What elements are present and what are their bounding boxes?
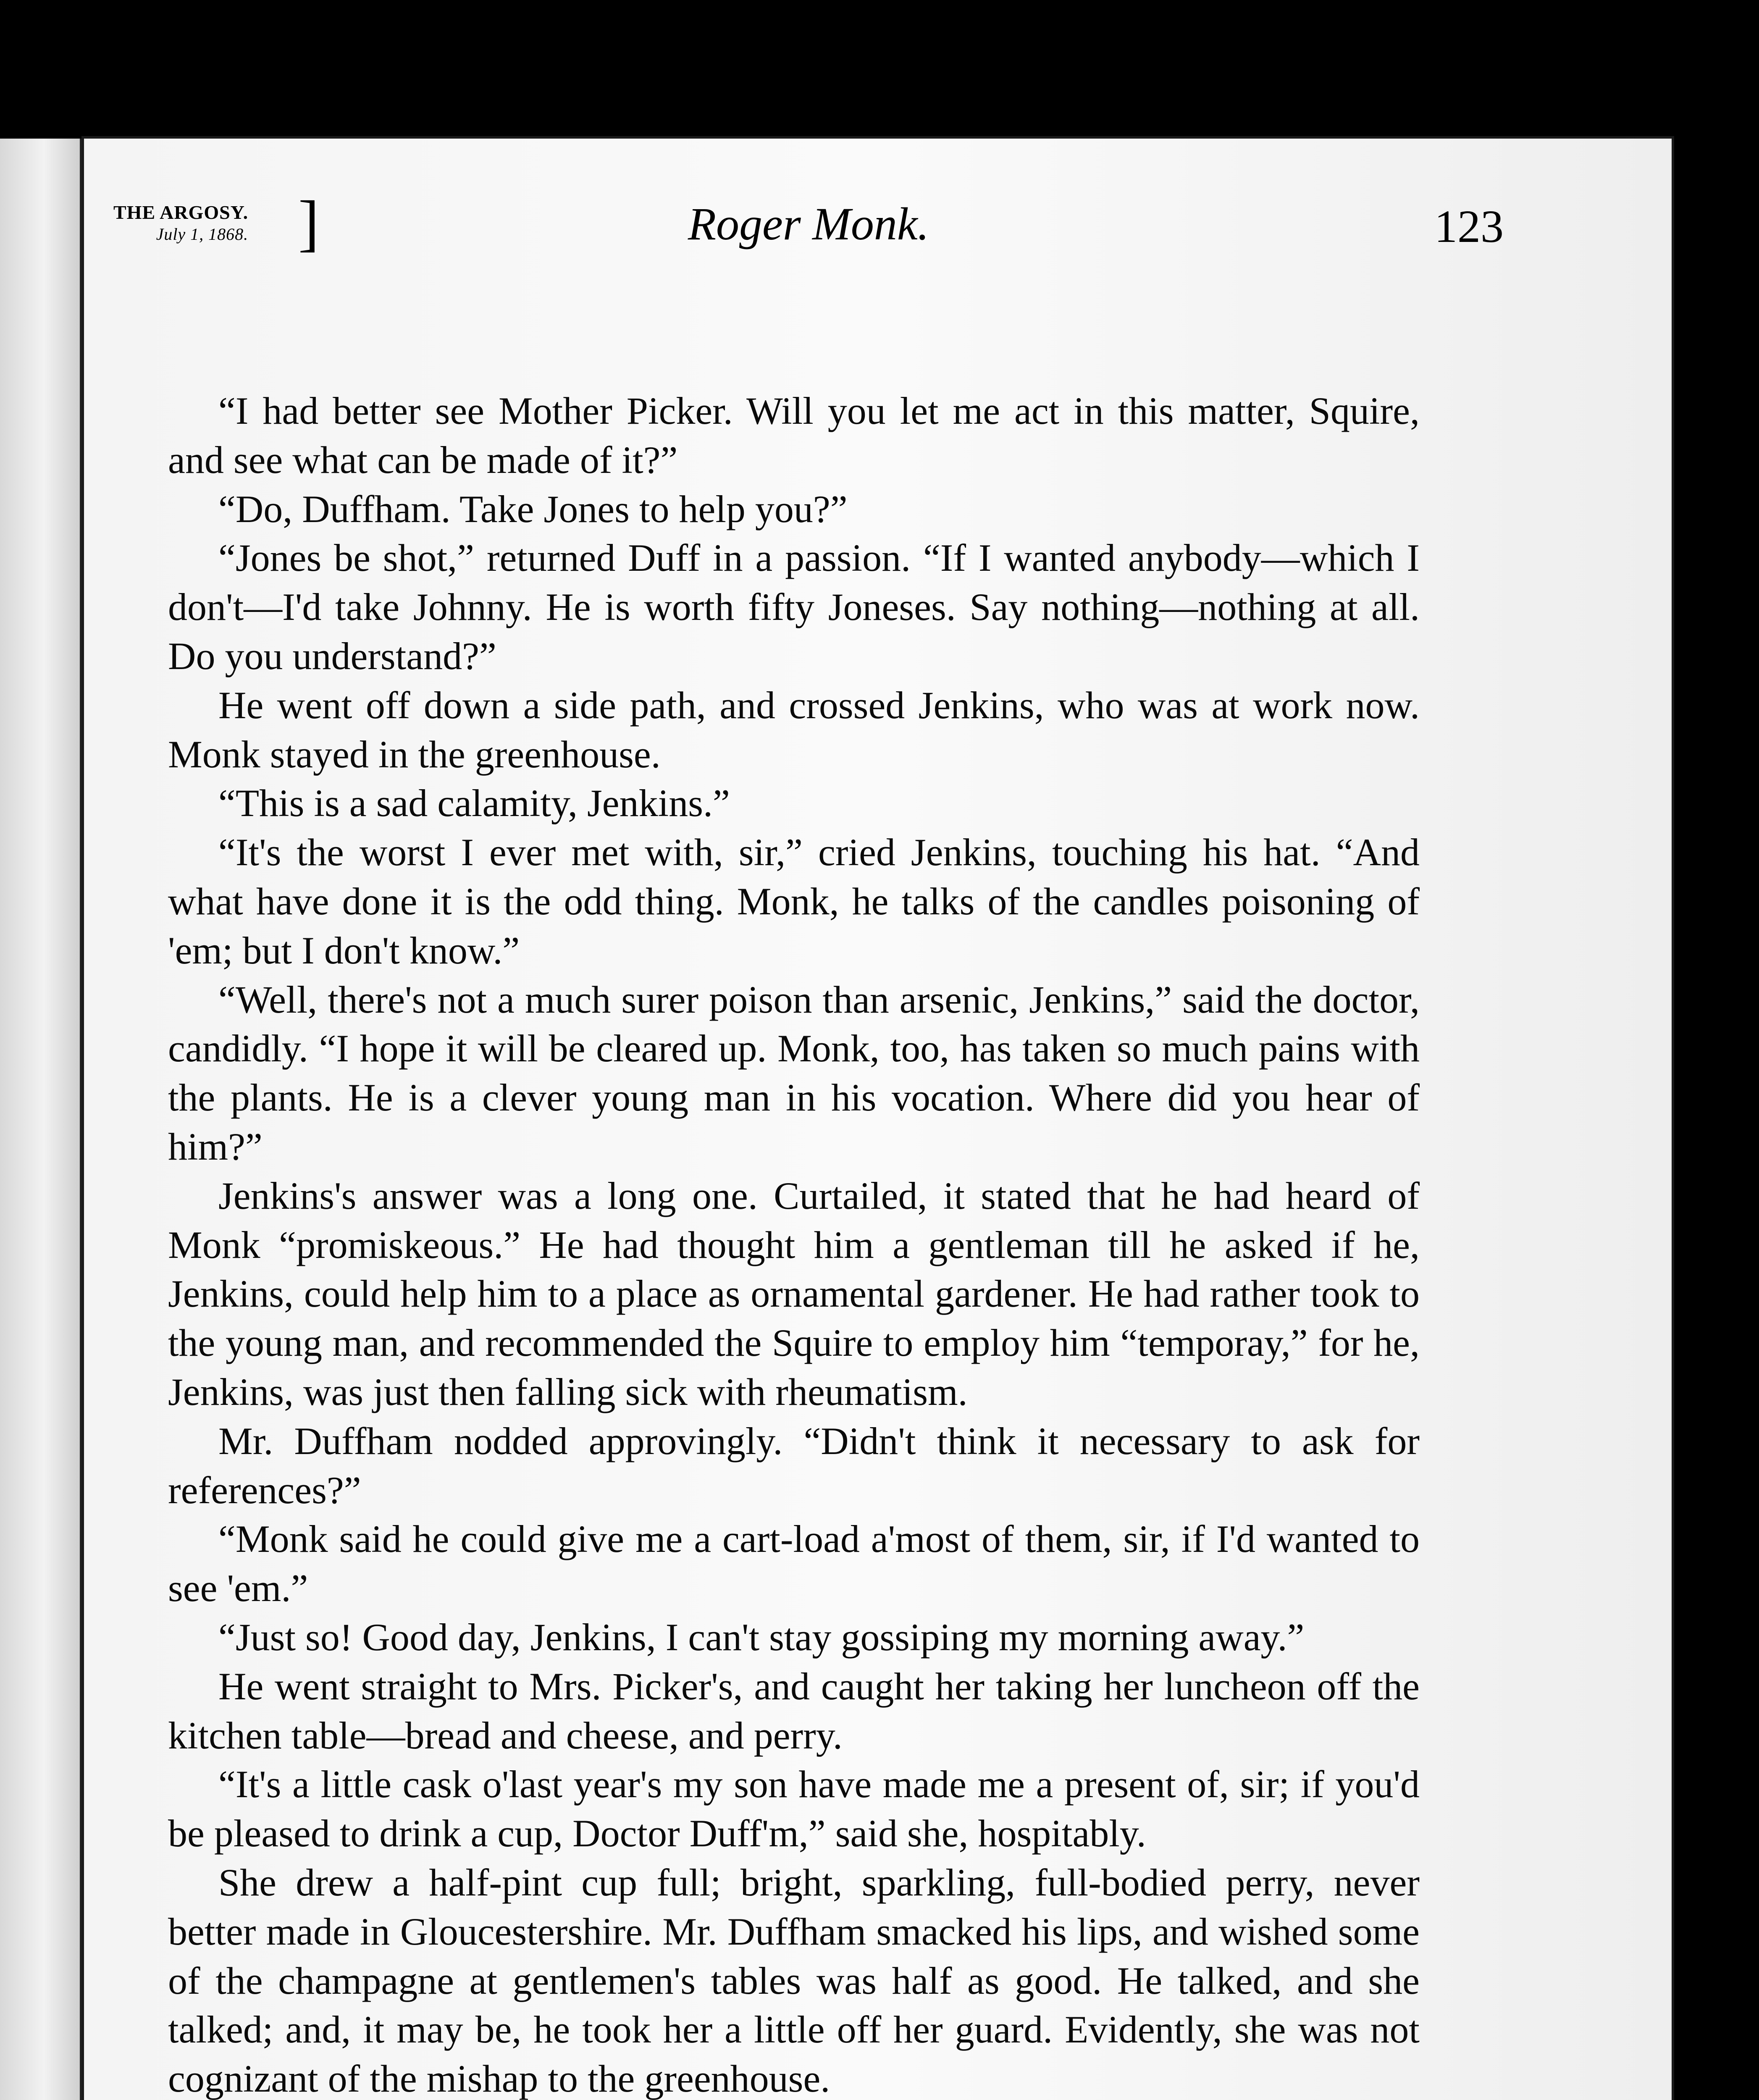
paragraph: “I had better see Mother Picker. Will you let me act in this matter, Squire, and see what can be made of it?” [168,389,1420,481]
paragraph: “It's the worst I ever met with, sir,” cried Jenkins, touching his hat. “And what have done it is the odd thing. Monk, he talks of the candles poisoning of 'em; but I don't know.” [168,831,1420,972]
paragraph: He went off down a side path, and crossed Jenkins, who was at work now. Monk stayed in the greenhouse. [168,683,1420,776]
paragraph: “Monk said he could give me a cart-load a'most of them, sir, if I'd wanted to see 'em.” [168,1517,1420,1610]
magazine-name: THE ARGOSY. [113,202,249,223]
page-header [113,176,1504,260]
page-number: 123 [1434,201,1504,252]
facing-page-edge [0,139,84,2100]
paragraph: “Do, Duffham. Take Jones to help you?” [218,487,848,530]
paragraph: “It's a little cask o'last year's my son have made me a present of, sir; if you'd be pleased to drink a cup, Doctor Duff'm,” said she, hospitably. [168,1763,1420,1855]
paragraph: She drew a half-pint cup full; bright, sparkling, full-bodied perry, never better made in Gloucestershire. Mr. Duffham smacked his lips, and wished some of the champagne at gentlemen's tables was half as good. He talked, and she talked; and, it may be, he took her a little off her guard. Evidently, she was not cognizant of the mishap to the greenhouse. [168,1861,1420,2100]
paragraph: “Well, there's not a much surer poison than arsenic, Jenkins,” said the doctor, candidly. “I hope it will be cleared up. Monk, too, has taken so much pains with the plants. He is a clever young man in his vocation. Where did you hear of him?” [168,978,1420,1168]
running-title: Roger Monk. [688,198,929,249]
paragraph: “Jones be shot,” returned Duff in a passion. “If I wanted anybody—which I don't—I'd take Johnny. He is worth fifty Joneses. Say nothing—nothing at all. Do you understand?” [168,536,1420,677]
header-bracket: ] [298,188,319,258]
paragraph: “Just so! Good day, Jenkins, I can't stay gossiping my morning away.” [218,1615,1305,1659]
body-text [168,386,1420,2100]
paragraph: Jenkins's answer was a long one. Curtailed, it stated that he had heard of Monk “promiskeous.” He had thought him a gentleman till he asked if he, Jenkins, could help him to a place as ornamental gardener. He had rather took to the young man, and recommended the Squire to employ him “temporay,” for he, Jenkins, was just then falling sick with rheumatism. [168,1174,1420,1413]
paragraph: Mr. Duffham nodded approvingly. “Didn't think it necessary to ask for references?” [168,1419,1420,1512]
paragraph: “This is a sad calamity, Jenkins.” [218,782,730,825]
issue-date: July 1, 1868. [156,225,249,244]
paragraph: He went straight to Mrs. Picker's, and caught her taking her luncheon off the kitchen table—bread and cheese, and perry. [168,1664,1420,1757]
